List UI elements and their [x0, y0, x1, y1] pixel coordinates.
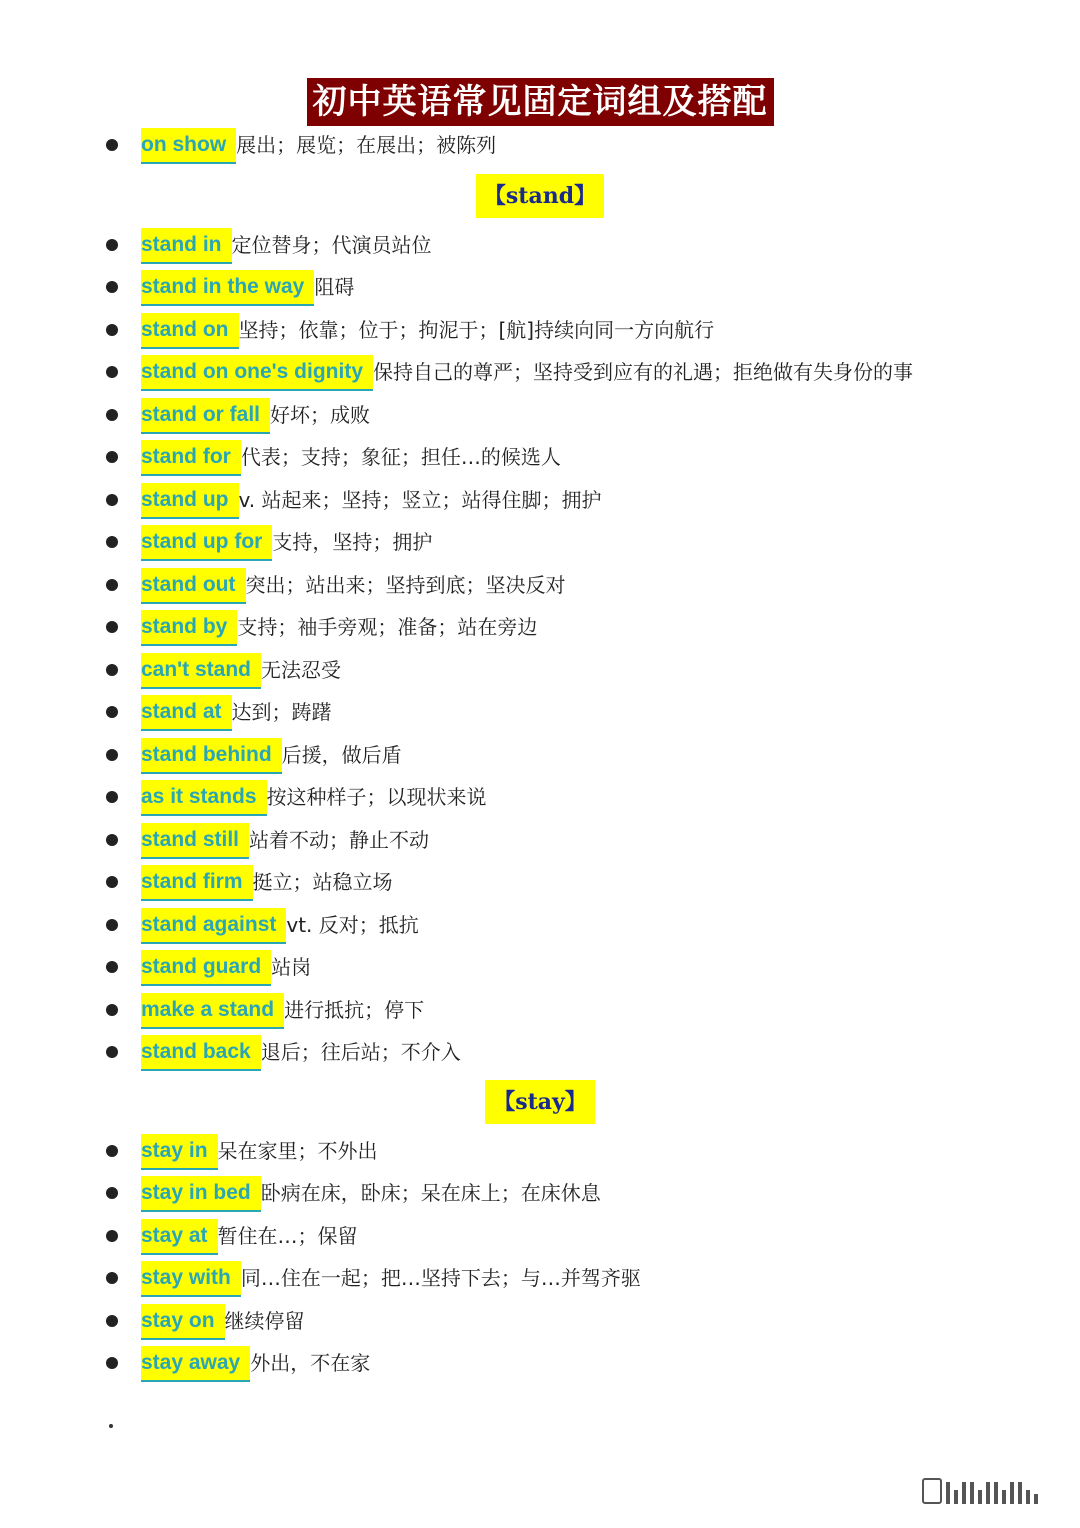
list-item	[0, 483, 1080, 517]
bullet-icon	[106, 451, 118, 463]
list-item	[0, 1176, 1080, 1210]
page-title: 初中英语常见固定词组及搭配	[307, 78, 774, 126]
bullet-icon	[106, 409, 118, 421]
list-item	[0, 128, 1080, 162]
bullet-icon	[106, 621, 118, 633]
phrase-meaning: 呆在家里；不外出	[217, 1139, 378, 1163]
bullet-icon	[106, 139, 118, 151]
bullet-icon	[106, 1315, 118, 1327]
list-item	[0, 610, 1080, 644]
bullet-icon	[106, 324, 118, 336]
bullet-icon	[106, 834, 118, 846]
phrase-term: stay away	[141, 1346, 250, 1382]
bullet-icon	[106, 791, 118, 803]
bullet-icon	[106, 1145, 118, 1157]
phrase-meaning: 站着不动；静止不动	[249, 828, 430, 852]
list-item	[0, 950, 1080, 984]
phrase-meaning: 后援，做后盾	[281, 743, 402, 767]
phrase-meaning: 支持；袖手旁观；准备；站在旁边	[237, 615, 538, 639]
bullet-icon	[106, 536, 118, 548]
stray-dot	[109, 1424, 113, 1428]
list-item	[0, 738, 1080, 772]
phrase-term: on show	[141, 128, 236, 164]
phrase-term: stand on	[141, 313, 239, 349]
phrase-meaning: vt. 反对；抵抗	[286, 913, 419, 937]
phrase-meaning: 达到；踌躇	[231, 700, 332, 724]
list-item	[0, 525, 1080, 559]
phrase-meaning: 卧病在床，卧床；呆在床上；在床休息	[260, 1181, 601, 1205]
list-item	[0, 1346, 1080, 1380]
phrase-term: as it stands	[141, 780, 267, 816]
list-item	[0, 313, 1080, 347]
phrase-term: stand by	[141, 610, 237, 646]
phrase-term: stand or fall	[141, 398, 270, 434]
phrase-term: stand for	[141, 440, 241, 476]
phrase-meaning: 定位替身；代演员站位	[231, 233, 432, 257]
list-item	[0, 1035, 1080, 1069]
phrase-term: stay in bed	[141, 1176, 261, 1212]
list-item	[0, 1304, 1080, 1338]
phrase-meaning: 挺立；站稳立场	[252, 870, 393, 894]
phrase-meaning: 突出；站出来；坚持到底；坚决反对	[245, 573, 566, 597]
phrase-term: stand up for	[141, 525, 272, 561]
bullet-icon	[106, 1272, 118, 1284]
bullet-icon	[106, 1046, 118, 1058]
bullet-icon	[106, 1230, 118, 1242]
list-item	[0, 440, 1080, 474]
list-item	[0, 865, 1080, 899]
list-item	[0, 568, 1080, 602]
phrase-term: stand up	[141, 483, 239, 519]
bullet-icon	[106, 494, 118, 506]
phrase-term: stand firm	[141, 865, 253, 901]
phrase-meaning: 同…住在一起；把…坚持下去；与…并驾齐驱	[240, 1266, 641, 1290]
list-item	[0, 398, 1080, 432]
phrase-meaning: 支持，坚持；拥护	[272, 530, 433, 554]
phrase-meaning: v. 站起来；坚持；竖立；站得住脚；拥护	[238, 488, 602, 512]
phrase-meaning: 按这种样子；以现状来说	[266, 785, 487, 809]
bullet-icon	[106, 1187, 118, 1199]
phrase-term: stay in	[141, 1134, 218, 1170]
list-item	[0, 1134, 1080, 1168]
section-heading-stay: 【stay】	[0, 1080, 1080, 1124]
phrase-term: stand at	[141, 695, 232, 731]
phrase-meaning: 保持自己的尊严；坚持受到应有的礼遇；拒绝做有失身份的事	[373, 360, 913, 384]
title-container	[0, 78, 1080, 126]
phrase-meaning: 站岗	[271, 955, 312, 979]
list-item	[0, 1219, 1080, 1253]
bullet-icon	[106, 961, 118, 973]
list-item	[0, 228, 1080, 262]
phrase-term: stand still	[141, 823, 249, 859]
list-item	[0, 823, 1080, 857]
phrase-term: can't stand	[141, 653, 261, 689]
list-item	[0, 355, 1080, 389]
phrase-meaning: 进行抵抗；停下	[284, 998, 425, 1022]
list-item	[0, 695, 1080, 729]
phrase-term: stand against	[141, 908, 286, 944]
bullet-icon	[106, 1357, 118, 1369]
phrase-meaning: 展出；展览；在展出；被陈列	[236, 133, 497, 157]
list-item	[0, 993, 1080, 1027]
bullet-icon	[106, 664, 118, 676]
list-item	[0, 908, 1080, 942]
bullet-icon	[106, 281, 118, 293]
watermark-logo	[922, 1478, 1038, 1504]
list-item	[0, 780, 1080, 814]
list-item	[0, 653, 1080, 687]
phrase-term: stand back	[141, 1035, 261, 1071]
phrase-term: stand on one's dignity	[141, 355, 373, 391]
phrase-meaning: 无法忍受	[261, 658, 342, 682]
phrase-meaning: 暂住在…；保留	[217, 1224, 358, 1248]
phrase-meaning: 外出，不在家	[250, 1351, 371, 1375]
phrase-term: stay with	[141, 1261, 241, 1297]
bullet-icon	[106, 579, 118, 591]
bullet-icon	[106, 239, 118, 251]
phrase-term: make a stand	[141, 993, 284, 1029]
bullet-icon	[106, 919, 118, 931]
phrase-meaning: 阻碍	[314, 275, 355, 299]
phrase-term: stand out	[141, 568, 246, 604]
bullet-icon	[106, 706, 118, 718]
list-item	[0, 1261, 1080, 1295]
phrase-meaning: 好坏；成败	[270, 403, 371, 427]
phrase-meaning: 退后；往后站；不介入	[260, 1040, 461, 1064]
section-heading-stand: 【stand】	[0, 174, 1080, 218]
bullet-icon	[106, 876, 118, 888]
phrase-meaning: 坚持；依靠；位于；拘泥于；[航]持续向同一方向航行	[238, 318, 715, 342]
bullet-icon	[106, 366, 118, 378]
bullet-icon	[106, 749, 118, 761]
phrase-term: stay on	[141, 1304, 225, 1340]
phrase-term: stand in the way	[141, 270, 314, 306]
list-item	[0, 270, 1080, 304]
phrase-meaning: 代表；支持；象征；担任…的候选人	[240, 445, 561, 469]
bullet-icon	[106, 1004, 118, 1016]
phrase-term: stand guard	[141, 950, 271, 986]
phrase-term: stand in	[141, 228, 232, 264]
phrase-meaning: 继续停留	[224, 1309, 305, 1333]
phrase-term: stay at	[141, 1219, 218, 1255]
phrase-term: stand behind	[141, 738, 282, 774]
watermark-box-icon	[922, 1478, 942, 1504]
